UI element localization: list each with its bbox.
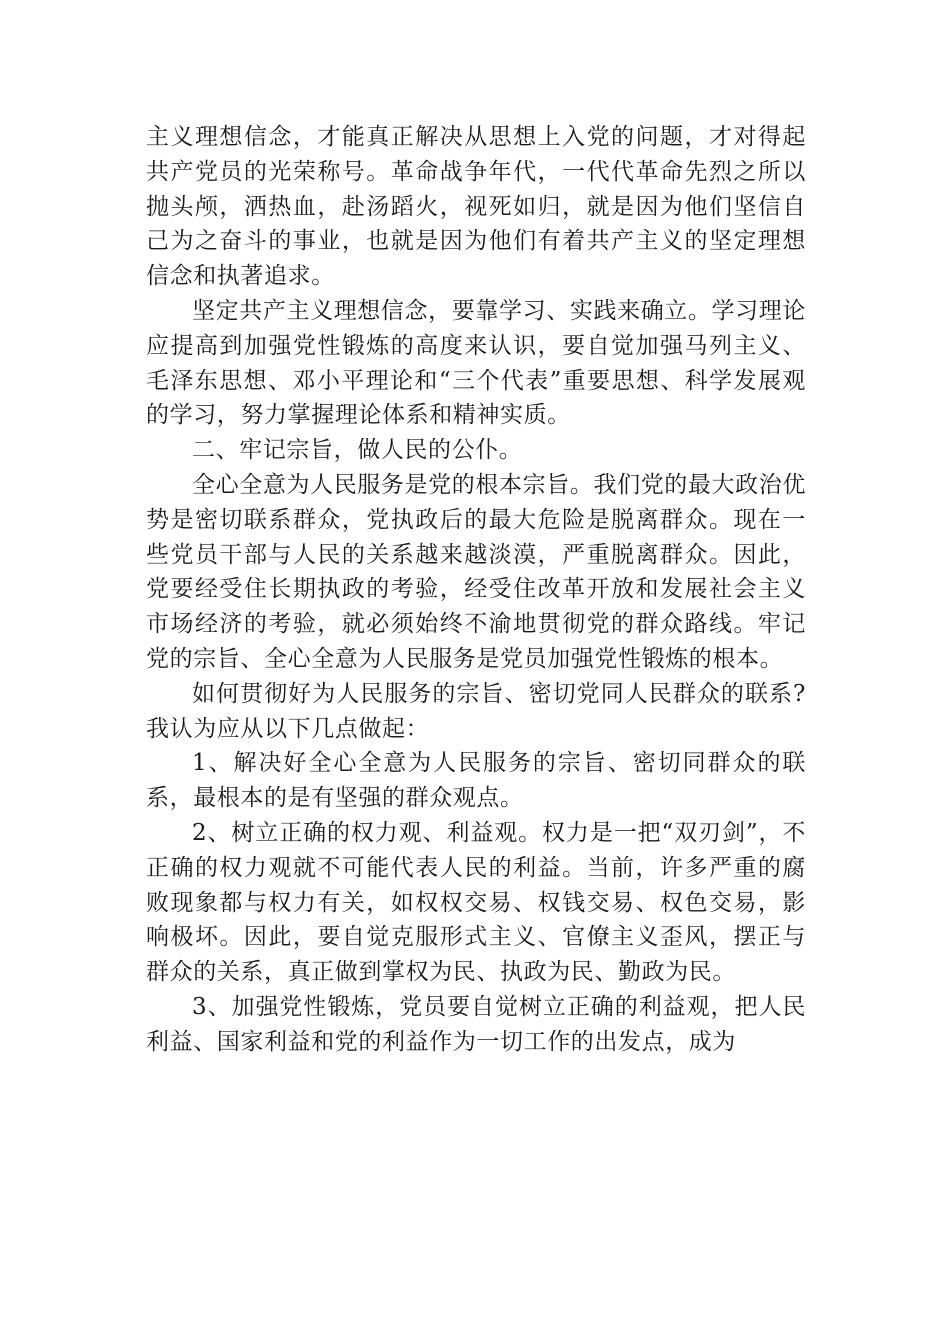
section-heading: 二、牢记宗旨，做人民的公仆。 (192, 437, 523, 464)
paragraph-1: 主义理想信念，才能真正解决从思想上入党的问题，才对得起共产党员的光荣称号。革命战争年代，一代代革命先烈之所以抛头颅，洒热血，赴汤蹈火，视死如归，就是因为他们坚信自己为之奋斗的事业，也就是因为他们有着共产主义的坚定理想信念和执著追求。 (146, 124, 806, 290)
document-page (146, 120, 806, 1060)
list-item-3: 3、加强党性锻炼，党员要自觉树立正确的利益观，把人民利益、国家利益和党的利益作为一切工作的出发点，成为 (146, 993, 806, 1055)
paragraph-3: 全心全意为人民服务是党的根本宗旨。我们党的最大政治优势是密切联系群众，党执政后的最大危险是脱离群众。现在一些党员干部与人民的关系越来越淡漠，严重脱离群众。因此，党要经受住长期执政的考验，经受住改革开放和发展社会主义市场经济的考验，就必须始终不渝地贯彻党的群众路线。牢记党的宗旨、全心全意为人民服务是党员加强党性锻炼的根本。 (146, 471, 806, 672)
paragraph-2: 坚定共产主义理想信念，要靠学习、实践来确立。学习理论应提高到加强党性锻炼的高度来认识，要自觉加强马列主义、毛泽东思想、邓小平理论和“三个代表”重要思想、科学发展观的学习，努力掌握理论体系和精神实质。 (146, 297, 806, 429)
list-item-2: 2、树立正确的权力观、利益观。权力是一把“双刃剑”，不正确的权力观就不可能代表人民的利益。当前，许多严重的腐败现象都与权力有关，如权权交易、权钱交易、权色交易，影响极坏。因此，要自觉克服形式主义、官僚主义歪风，摆正与群众的关系，真正做到掌权为民、执政为民、勤政为民。 (146, 819, 806, 986)
list-item-1: 1、解决好全心全意为人民服务的宗旨、密切同群众的联系，最根本的是有坚强的群众观点。 (146, 750, 806, 812)
paragraph-4: 如何贯彻好为人民服务的宗旨、密切党同人民群众的联系?我认为应从以下几点做起： (146, 680, 806, 742)
